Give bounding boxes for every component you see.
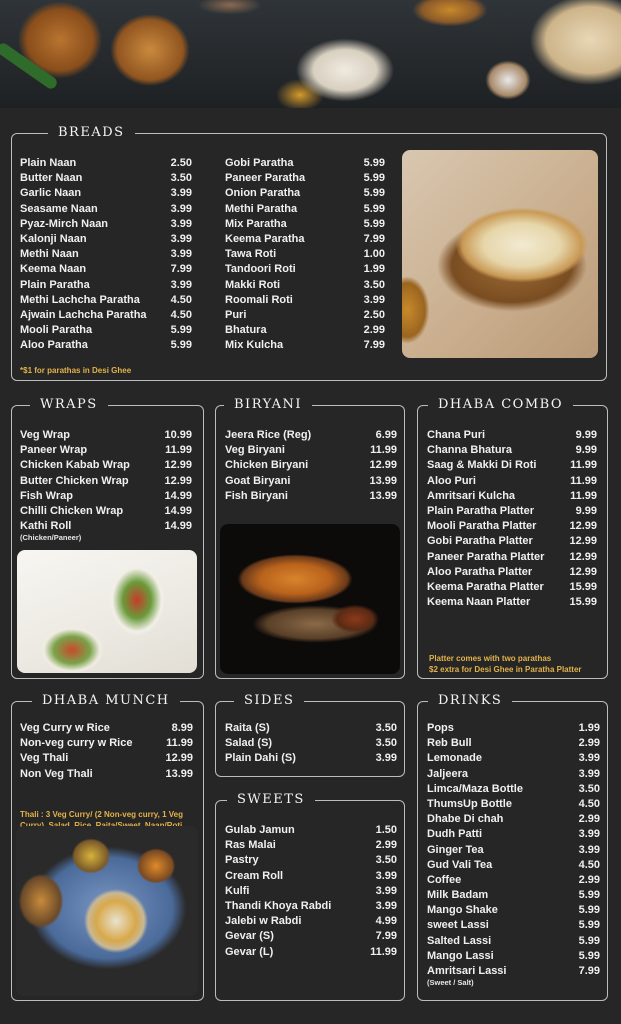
menu-item-price: 2.99	[578, 873, 600, 886]
menu-item	[427, 504, 597, 519]
menu-item	[427, 797, 600, 812]
menu-item-name: Puri	[225, 308, 247, 321]
menu-item	[20, 217, 192, 232]
menu-item	[427, 595, 597, 610]
menu-item	[427, 534, 597, 549]
menu-item	[20, 202, 192, 217]
menu-item-price: 4.50	[170, 293, 192, 306]
menu-item-name: Ajwain Lachcha Paratha	[20, 308, 147, 321]
dhaba-munch-title: DHABA MUNCH	[32, 691, 180, 711]
menu-item-price: 5.99	[363, 187, 385, 200]
menu-item-name: Veg Thali	[20, 752, 69, 765]
menu-item-name: Milk Badam	[427, 889, 489, 902]
menu-item-name: Kathi Roll	[20, 520, 72, 533]
menu-item-price: 12.99	[569, 550, 597, 563]
biryani-list	[225, 428, 397, 504]
menu-item	[225, 247, 385, 262]
menu-item	[20, 323, 192, 338]
menu-item-price: 13.99	[165, 767, 193, 780]
menu-item	[427, 964, 600, 979]
menu-item-name: Mix Kulcha	[225, 339, 284, 352]
menu-item-name: ThumsUp Bottle	[427, 797, 512, 810]
menu-item	[427, 812, 600, 827]
dhaba-munch-list	[20, 721, 193, 782]
menu-item-price: 3.50	[375, 737, 397, 750]
menu-item-price: 2.99	[578, 813, 600, 826]
menu-item-name: Chana Puri	[427, 429, 486, 441]
menu-item-name: Plain Naan	[20, 157, 77, 169]
menu-item-price: 11.99	[570, 459, 597, 472]
menu-item	[427, 843, 600, 858]
menu-item-name: Keema Paratha Platter	[427, 580, 544, 593]
menu-item-price: 3.50	[170, 172, 192, 185]
menu-item	[225, 474, 397, 489]
menu-item-price: 3.99	[170, 248, 192, 261]
menu-item-name: Keema Naan Platter	[427, 596, 531, 609]
menu-item	[225, 156, 385, 171]
menu-item-name: Paneer Paratha Platter	[427, 550, 545, 563]
menu-item-name: Coffee	[427, 873, 462, 886]
wraps-section	[11, 397, 204, 679]
menu-item-price: 11.99	[570, 489, 597, 502]
menu-item-price: 7.99	[363, 232, 385, 245]
menu-item-name: Aloo Puri	[427, 474, 476, 487]
breads-title: BREADS	[48, 123, 135, 143]
menu-item-price: 1.00	[363, 248, 385, 261]
menu-item-name: Gud Vali Tea	[427, 858, 493, 871]
menu-item-name: Dhabe Di chah	[427, 813, 504, 826]
menu-item	[225, 338, 385, 353]
dhaba-munch-section	[11, 693, 204, 1001]
menu-item-price: 11.99	[165, 444, 192, 457]
menu-item	[20, 262, 192, 277]
menu-item	[20, 428, 192, 443]
menu-item-name: Methi Lachcha Paratha	[20, 293, 140, 306]
menu-item-name: Reb Bull	[427, 737, 472, 750]
sweets-title: SWEETS	[227, 790, 315, 810]
menu-item-price: 12.99	[165, 752, 193, 765]
menu-item-price: 12.99	[164, 474, 192, 487]
menu-item	[427, 721, 600, 736]
menu-item-price: 4.50	[578, 858, 600, 871]
menu-item-name: Non Veg Thali	[20, 767, 93, 780]
menu-item-name: Salad (S)	[225, 737, 273, 750]
menu-item	[20, 443, 192, 458]
menu-item-name: Jaljeera	[427, 767, 468, 780]
menu-item	[225, 736, 397, 751]
menu-item-name: Mooli Paratha Platter	[427, 520, 537, 533]
menu-item-name: Jalebi w Rabdi	[225, 915, 302, 928]
menu-item-price: 11.99	[570, 474, 597, 487]
menu-item-name: Seasame Naan	[20, 202, 98, 215]
menu-item-name: Gulab Jamun	[225, 824, 295, 836]
menu-item-name: Tawa Roti	[225, 248, 277, 261]
menu-item-price: 13.99	[369, 489, 397, 502]
menu-item-price: 11.99	[166, 737, 193, 750]
dhaba-combo-section	[417, 397, 608, 679]
menu-item-name: Fish Wrap	[20, 489, 73, 502]
menu-item-price: 1.50	[375, 824, 397, 836]
menu-item-name: Jeera Rice (Reg)	[225, 429, 312, 441]
menu-item	[427, 949, 600, 964]
menu-item-name: Channa Bhatura	[427, 444, 512, 457]
menu-item	[225, 202, 385, 217]
menu-item	[225, 262, 385, 277]
thali-photo	[16, 826, 198, 996]
menu-item	[225, 278, 385, 293]
menu-item-price: 13.99	[369, 474, 397, 487]
menu-item	[427, 903, 600, 918]
menu-item	[20, 504, 192, 519]
menu-item-name: Chilli Chicken Wrap	[20, 504, 124, 517]
menu-item-subtext: (Sweet / Salt)	[427, 978, 474, 988]
menu-item-name: Fish Biryani	[225, 489, 288, 502]
menu-item-name: Cream Roll	[225, 869, 284, 882]
menu-item	[20, 474, 192, 489]
menu-item-price: 3.99	[375, 899, 397, 912]
menu-item-price: 3.99	[578, 767, 600, 780]
menu-item-price: 12.99	[569, 520, 597, 533]
menu-item	[225, 232, 385, 247]
menu-item-price: 5.99	[578, 919, 600, 932]
menu-item	[225, 489, 397, 504]
menu-item-price: 5.99	[578, 934, 600, 947]
menu-item	[427, 428, 597, 443]
menu-item-name: Butter Chicken Wrap	[20, 474, 129, 487]
menu-item-price: 3.99	[170, 202, 192, 215]
menu-item-name: Garlic Naan	[20, 187, 82, 200]
menu-item-price: 1.99	[578, 722, 600, 734]
menu-item-name: Veg Wrap	[20, 429, 70, 441]
breads-ghee-note: *$1 for parathas in Desi Ghee	[20, 366, 132, 375]
menu-item-price: 2.99	[578, 737, 600, 750]
menu-item	[20, 186, 192, 201]
menu-item	[225, 884, 397, 899]
menu-item-name: Plain Dahi (S)	[225, 752, 296, 765]
menu-item-price: 5.99	[170, 339, 192, 352]
menu-item-name: Ginger Tea	[427, 843, 484, 856]
menu-item	[427, 458, 597, 473]
menu-item	[427, 873, 600, 888]
menu-item-price: 3.99	[170, 232, 192, 245]
menu-item-price: 9.99	[575, 429, 597, 441]
wrap-photo	[17, 550, 197, 673]
menu-item	[427, 918, 600, 933]
menu-item	[20, 171, 192, 186]
menu-item-price: 4.50	[578, 797, 600, 810]
drinks-title: DRINKS	[428, 691, 512, 711]
menu-item-name: Thandi Khoya Rabdi	[225, 899, 332, 912]
menu-item-price: 12.99	[369, 459, 397, 472]
menu-item	[225, 323, 385, 338]
menu-item-name: Chicken Kabab Wrap	[20, 459, 130, 472]
menu-item	[20, 519, 192, 534]
menu-item-name: Mango Shake	[427, 904, 498, 917]
menu-item	[20, 751, 193, 766]
menu-item	[225, 186, 385, 201]
biryani-section	[215, 397, 405, 679]
menu-item-price: 7.99	[578, 965, 600, 977]
menu-item	[225, 458, 397, 473]
menu-item-price: 3.99	[375, 884, 397, 897]
menu-item-price: 4.99	[375, 915, 397, 928]
menu-item-price: 2.99	[363, 324, 385, 337]
menu-item-name: Mix Paratha	[225, 217, 287, 230]
menu-item-price: 5.99	[363, 172, 385, 185]
menu-item	[427, 565, 597, 580]
menu-item	[427, 550, 597, 565]
menu-item	[20, 156, 192, 171]
menu-item	[20, 767, 193, 782]
menu-item	[427, 443, 597, 458]
menu-item-name: Aloo Paratha	[20, 339, 88, 352]
menu-item	[20, 338, 192, 353]
menu-item-price: 11.99	[370, 945, 397, 958]
menu-item-name: Kalonji Naan	[20, 232, 87, 245]
menu-item	[225, 899, 397, 914]
menu-item-price: 12.99	[164, 459, 192, 472]
menu-item-price: 3.50	[375, 854, 397, 867]
menu-item-price: 15.99	[569, 580, 597, 593]
menu-item-price: 3.99	[363, 293, 385, 306]
menu-item-name: Methi Paratha	[225, 202, 298, 215]
menu-item-name: Veg Curry w Rice	[20, 722, 110, 734]
green-chili-decoration	[0, 41, 59, 91]
menu-item-price: 3.99	[170, 187, 192, 200]
menu-item-name: Amritsari Lassi	[427, 965, 507, 977]
menu-item-price: 8.99	[171, 722, 193, 734]
menu-item-price: 4.50	[170, 308, 192, 321]
menu-item-name: sweet Lassi	[427, 919, 489, 932]
menu-item-name: Plain Paratha	[20, 278, 90, 291]
menu-item	[225, 751, 397, 766]
menu-item-price: 14.99	[164, 504, 192, 517]
menu-item	[427, 489, 597, 504]
menu-item-name: Gobi Paratha Platter	[427, 535, 533, 548]
menu-item	[20, 247, 192, 262]
menu-item-subtext: (Chicken/Paneer)	[20, 533, 82, 543]
menu-item-name: Plain Paratha Platter	[427, 504, 534, 517]
menu-item	[225, 308, 385, 323]
menu-item	[20, 489, 192, 504]
menu-item	[427, 827, 600, 842]
menu-item	[225, 443, 397, 458]
menu-item-name: Amritsari Kulcha	[427, 489, 516, 502]
menu-item-price: 5.99	[578, 949, 600, 962]
menu-item-name: Ras Malai	[225, 839, 276, 852]
menu-item-name: Goat Biryani	[225, 474, 291, 487]
menu-item-name: Limca/Maza Bottle	[427, 782, 523, 795]
menu-item-price: 2.99	[375, 839, 397, 852]
menu-item	[427, 858, 600, 873]
menu-item-name: Saag & Makki Di Roti	[427, 459, 537, 472]
menu-item-name: Pastry	[225, 854, 259, 867]
menu-item-name: Butter Naan	[20, 172, 83, 185]
drinks-list	[427, 721, 600, 987]
menu-item-name: Salted Lassi	[427, 934, 492, 947]
menu-item-price: 3.50	[578, 782, 600, 795]
menu-item-price: 5.99	[363, 217, 385, 230]
menu-item-name: Tandoori Roti	[225, 263, 296, 276]
menu-item-name: Mango Lassi	[427, 949, 494, 962]
menu-item	[225, 869, 397, 884]
menu-item-price: 7.99	[363, 339, 385, 352]
menu-item	[225, 171, 385, 186]
menu-item-name: Paneer Paratha	[225, 172, 306, 185]
menu-item-name: Roomali Roti	[225, 293, 293, 306]
menu-item-price: 5.99	[578, 904, 600, 917]
menu-item	[427, 580, 597, 595]
menu-item	[427, 934, 600, 949]
menu-item	[20, 278, 192, 293]
menu-item-price: 2.50	[170, 157, 192, 169]
dhaba-combo-list	[427, 428, 597, 610]
menu-item-price: 5.99	[363, 157, 385, 169]
wraps-title: WRAPS	[30, 395, 108, 415]
breads-list-col1	[20, 156, 192, 353]
menu-item-price: 12.99	[569, 565, 597, 578]
menu-item-name: Lemonade	[427, 752, 483, 765]
menu-item	[20, 736, 193, 751]
menu-item-price: 7.99	[375, 930, 397, 943]
menu-item	[427, 736, 600, 751]
menu-item	[225, 293, 385, 308]
menu-item-price: 3.50	[363, 278, 385, 291]
menu-item-name: Keema Naan	[20, 263, 87, 276]
menu-item-price: 11.99	[370, 444, 397, 457]
menu-item	[225, 217, 385, 232]
menu-item-name: Non-veg curry w Rice	[20, 737, 133, 750]
menu-item-name: Onion Paratha	[225, 187, 301, 200]
platter-note-2: $2 extra for Desi Ghee in Paratha Platter	[429, 665, 582, 674]
menu-item-price: 3.99	[578, 828, 600, 841]
menu-item-name: Pops	[427, 722, 454, 734]
menu-item-name: Keema Paratha	[225, 232, 305, 245]
menu-item	[427, 767, 600, 782]
menu-item-price: 2.50	[363, 308, 385, 321]
menu-item-price: 3.99	[578, 752, 600, 765]
breads-section	[11, 125, 607, 381]
menu-item-price: 5.99	[363, 202, 385, 215]
dhaba-combo-title: DHABA COMBO	[428, 395, 573, 415]
menu-item	[20, 232, 192, 247]
sides-section	[215, 693, 405, 777]
menu-item-price: 14.99	[164, 520, 192, 533]
menu-item	[20, 458, 192, 473]
menu-item	[427, 782, 600, 797]
menu-item-price: 9.99	[575, 444, 597, 457]
sweets-list	[225, 823, 397, 960]
menu-item-price: 7.99	[170, 263, 192, 276]
menu-item-name: Mooli Paratha	[20, 324, 93, 337]
menu-item-price: 15.99	[569, 596, 597, 609]
sides-list	[225, 721, 397, 767]
menu-item	[427, 888, 600, 903]
platter-note-1: Platter comes with two parathas	[429, 654, 552, 663]
menu-item-price: 3.99	[170, 278, 192, 291]
drinks-section	[417, 693, 608, 1001]
menu-item	[225, 838, 397, 853]
menu-item-name: Bhatura	[225, 324, 267, 337]
wraps-list	[20, 428, 192, 542]
menu-item-price: 3.99	[375, 752, 397, 765]
menu-item	[20, 721, 193, 736]
menu-item-name: Gevar (S)	[225, 930, 274, 943]
garlic-naan-photo	[402, 150, 598, 358]
menu-item-name: Gobi Paratha	[225, 157, 294, 169]
biryani-title: BIRYANI	[224, 395, 312, 415]
menu-item-price: 5.99	[170, 324, 192, 337]
menu-item	[225, 853, 397, 868]
menu-item-name: Pyaz-Mirch Naan	[20, 217, 109, 230]
menu-item	[225, 823, 397, 838]
sides-title: SIDES	[234, 691, 304, 711]
menu-item-name: Veg Biryani	[225, 444, 285, 457]
menu-item	[427, 474, 597, 489]
menu-item-price: 3.99	[578, 843, 600, 856]
menu-item	[225, 721, 397, 736]
menu-item-price: 10.99	[164, 429, 192, 441]
menu-item-name: Chicken Biryani	[225, 459, 309, 472]
menu-item-name: Kulfi	[225, 884, 250, 897]
menu-item	[427, 751, 600, 766]
thali-note-1: Thali : 3 Veg Curry/ (2 Non-veg curry, 1 Veg	[20, 810, 184, 819]
menu-item	[225, 945, 397, 960]
menu-item	[427, 519, 597, 534]
biryani-photo	[220, 524, 400, 674]
menu-item-price: 5.99	[578, 889, 600, 902]
menu-item-price: 6.99	[375, 429, 397, 441]
menu-item-price: 3.99	[375, 869, 397, 882]
menu-item-name: Makki Roti	[225, 278, 281, 291]
menu-item-name: Methi Naan	[20, 248, 79, 261]
sweets-section	[215, 792, 405, 1001]
menu-item	[225, 929, 397, 944]
menu-item	[20, 308, 192, 323]
menu-item-price: 1.99	[363, 263, 385, 276]
menu-item-price: 3.99	[170, 217, 192, 230]
hero-food-image	[0, 0, 621, 108]
menu-item	[225, 428, 397, 443]
menu-item-name: Aloo Paratha Platter	[427, 565, 533, 578]
menu-item-name: Raita (S)	[225, 722, 270, 734]
menu-item-price: 3.50	[375, 722, 397, 734]
menu-item	[225, 914, 397, 929]
menu-item	[20, 293, 192, 308]
menu-item-name: Paneer Wrap	[20, 444, 88, 457]
menu-item-name: Gevar (L)	[225, 945, 274, 958]
menu-item-name: Dudh Patti	[427, 828, 482, 841]
breads-list-col2	[225, 156, 385, 353]
menu-item-price: 9.99	[575, 504, 597, 517]
menu-item-price: 14.99	[164, 489, 192, 502]
menu-item-price: 12.99	[569, 535, 597, 548]
